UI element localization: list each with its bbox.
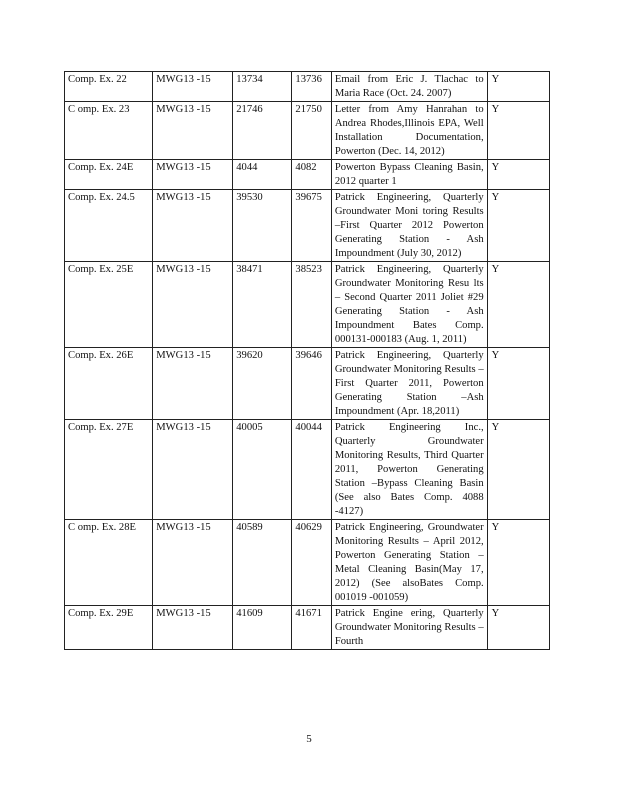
bates-end-cell: 40044 (292, 420, 331, 520)
witness-cell: MWG13 -15 (153, 262, 233, 348)
exhibit-cell: Comp. Ex. 25E (65, 262, 153, 348)
flag-cell: Y (487, 420, 549, 520)
bates-end-cell: 41671 (292, 606, 331, 650)
bates-start-cell: 40005 (233, 420, 292, 520)
description-cell: Patrick Engine ering, Quarterly Groundwater Monitoring Results –Fourth (331, 606, 487, 650)
witness-cell: MWG13 -15 (153, 520, 233, 606)
bates-end-cell: 38523 (292, 262, 331, 348)
witness-cell: MWG13 -15 (153, 72, 233, 102)
flag-cell: Y (487, 102, 549, 160)
bates-end-cell: 39646 (292, 348, 331, 420)
description-cell: Email from Eric J. Tlachac to Maria Race (Oct. 24. 2007) (331, 72, 487, 102)
table-row (65, 520, 550, 606)
exhibit-cell: Comp. Ex. 22 (65, 72, 153, 102)
bates-start-cell: 4044 (233, 160, 292, 190)
description-cell: Patrick Engineering, Quarterly Groundwater Monitoring Results –First Quarter 2011, Powerton Generating Station –Ash Impoundment (Apr. 18,2011) (331, 348, 487, 420)
bates-start-cell: 39530 (233, 190, 292, 262)
bates-end-cell: 39675 (292, 190, 331, 262)
description-cell: Patrick Engineering, Quarterly Groundwater Moni toring Results –First Quarter 2012 Powerton Generating Station - Ash Impoundment (July 30, 2012) (331, 190, 487, 262)
table-row (65, 190, 550, 262)
flag-cell: Y (487, 606, 549, 650)
bates-start-cell: 38471 (233, 262, 292, 348)
flag-cell: Y (487, 190, 549, 262)
page-number: 5 (306, 733, 312, 745)
bates-start-cell: 13734 (233, 72, 292, 102)
bates-end-cell: 13736 (292, 72, 331, 102)
witness-cell: MWG13 -15 (153, 190, 233, 262)
flag-cell: Y (487, 160, 549, 190)
witness-cell: MWG13 -15 (153, 420, 233, 520)
description-cell: Letter from Amy Hanrahan to Andrea Rhodes,Illinois EPA, Well Installation Documentation, Powerton (Dec. 14, 2012) (331, 102, 487, 160)
description-cell: Powerton Bypass Cleaning Basin, 2012 quarter 1 (331, 160, 487, 190)
description-cell: Patrick Engineering, Groundwater Monitoring Results – April 2012, Powerton Generating Station –Metal Cleaning Basin(May 17, 2012) (See alsoBates Comp. 001019 -001059) (331, 520, 487, 606)
bates-start-cell: 39620 (233, 348, 292, 420)
bates-start-cell: 40589 (233, 520, 292, 606)
bates-end-cell: 21750 (292, 102, 331, 160)
bates-start-cell: 21746 (233, 102, 292, 160)
table-row (65, 348, 550, 420)
table-row (65, 102, 550, 160)
witness-cell: MWG13 -15 (153, 348, 233, 420)
exhibit-cell: C omp. Ex. 28E (65, 520, 153, 606)
table-row (65, 160, 550, 190)
exhibit-cell: C omp. Ex. 23 (65, 102, 153, 160)
flag-cell: Y (487, 262, 549, 348)
bates-end-cell: 4082 (292, 160, 331, 190)
bates-end-cell: 40629 (292, 520, 331, 606)
flag-cell: Y (487, 72, 549, 102)
exhibit-cell: Comp. Ex. 24.5 (65, 190, 153, 262)
table-row (65, 420, 550, 520)
witness-cell: MWG13 -15 (153, 102, 233, 160)
witness-cell: MWG13 -15 (153, 160, 233, 190)
exhibit-cell: Comp. Ex. 24E (65, 160, 153, 190)
flag-cell: Y (487, 348, 549, 420)
exhibit-cell: Comp. Ex. 26E (65, 348, 153, 420)
table-row (65, 72, 550, 102)
table-row (65, 606, 550, 650)
exhibit-cell: Comp. Ex. 27E (65, 420, 153, 520)
flag-cell: Y (487, 520, 549, 606)
table-row (65, 262, 550, 348)
exhibit-cell: Comp. Ex. 29E (65, 606, 153, 650)
bates-start-cell: 41609 (233, 606, 292, 650)
exhibit-list-table (64, 71, 550, 650)
witness-cell: MWG13 -15 (153, 606, 233, 650)
description-cell: Patrick Engineering, Quarterly Groundwater Monitoring Resu lts – Second Quarter 2011 Joliet #29 Generating Station - Ash Impoundment Bates Comp. 000131-000183 (Aug. 1, 2011) (331, 262, 487, 348)
description-cell: Patrick Engineering Inc., Quarterly Groundwater Monitoring Results, Third Quarter 2011, Powerton Generating Station –Bypass Cleaning Basin (See also Bates Comp. 4088 -4127) (331, 420, 487, 520)
